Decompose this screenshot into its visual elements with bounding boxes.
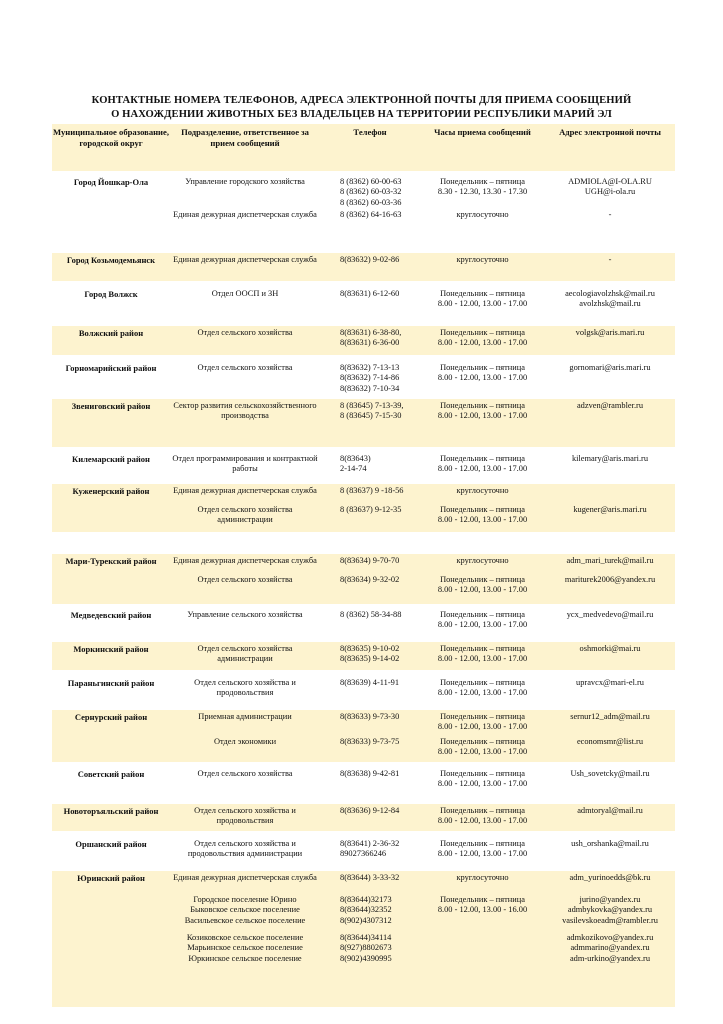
- municipality-name: Город Волжск: [84, 289, 138, 299]
- reception-hours: Понедельник – пятница 8.00 - 12.00, 13.00 - 17.00: [437, 769, 528, 789]
- municipality-name: Куженерский район: [72, 486, 150, 496]
- department-name: Управление городского хозяйства: [185, 177, 305, 186]
- phone-number: 8 (8362) 60-00-63 8 (8362) 60-03-32 8 (8362) 60-03-36: [340, 177, 402, 207]
- municipality-name: Сернурский район: [74, 712, 148, 722]
- phone-number: 8(83644)34114 8(927)8802673 8(902)4390995: [340, 933, 392, 963]
- table-row: [52, 399, 675, 447]
- department-name: Единая дежурная диспетчерская служба: [173, 486, 317, 495]
- email-address[interactable]: upravcx@mari-el.ru: [576, 678, 644, 687]
- municipality-name: Оршанский район: [75, 839, 147, 849]
- municipality-name: Горномарийский район: [65, 363, 157, 373]
- department-name: Отдел сельского хозяйства и продовольствия администрации: [187, 839, 303, 859]
- department-name: Отдел сельского хозяйства: [197, 769, 293, 778]
- department-name: Отдел сельского хозяйства администрации: [197, 644, 293, 664]
- phone-number: 8(83644)32173 8(83644)32352 8(902)4307312: [340, 895, 392, 925]
- email-address[interactable]: admtoryal@mail.ru: [577, 806, 643, 815]
- phone-number: 8(83631) 6-12-60: [340, 289, 400, 298]
- table-row: [52, 361, 675, 401]
- email-address[interactable]: -: [608, 255, 612, 264]
- reception-hours: Понедельник – пятница 8.00 - 12.00, 13.00 - 17.00: [437, 610, 528, 630]
- municipality-name: Советский район: [77, 769, 145, 779]
- department-name: Отдел ООСП и ЗН: [211, 289, 279, 298]
- table-row: [52, 642, 675, 670]
- department-name: Единая дежурная диспетчерская служба: [173, 210, 317, 219]
- department-name: Единая дежурная диспетчерская служба: [173, 556, 317, 565]
- email-address[interactable]: Ush_sovetcky@mail.ru: [570, 769, 650, 778]
- department-entry: [170, 573, 675, 596]
- email-address[interactable]: economsmr@list.ru: [576, 737, 644, 746]
- reception-hours: круглосуточно: [456, 255, 509, 264]
- phone-number: 8 (83637) 9 -18-56: [340, 486, 404, 495]
- department-entry: [170, 931, 675, 964]
- table-row: [52, 676, 675, 704]
- department-name: Отдел сельского хозяйства и продовольствия: [194, 678, 296, 698]
- table-row: [52, 804, 675, 831]
- email-address[interactable]: kilemary@aris.mari.ru: [571, 454, 649, 463]
- table-row: [52, 287, 675, 319]
- email-address[interactable]: volgsk@aris.mari.ru: [575, 328, 645, 337]
- department-name: Единая дежурная диспетчерская служба: [173, 873, 317, 882]
- department-entry: [170, 642, 675, 665]
- department-name: Отдел программирования и контрактной работы: [172, 454, 318, 474]
- reception-hours: Понедельник – пятница 8.00 - 12.00, 13.00 - 17.00: [437, 678, 528, 698]
- phone-number: 8 (8362) 64-16-63: [340, 210, 402, 219]
- reception-hours: Понедельник – пятница 8.00 - 12.00, 13.00 - 17.00: [437, 712, 528, 732]
- department-name: Козиковское сельское поселение Марьинское сельское поселение Юркинское сельское поселение: [186, 933, 304, 963]
- table-row: [52, 175, 675, 247]
- email-address[interactable]: adm_mari_turek@mail.ru: [566, 556, 654, 565]
- email-address[interactable]: mariturek2006@yandex.ru: [564, 575, 656, 584]
- reception-hours: круглосуточно: [456, 210, 509, 219]
- phone-number: 8(83644) 3-33-32: [340, 873, 400, 882]
- email-address[interactable]: gornomari@aris.mari.ru: [569, 363, 651, 372]
- department-entry: [170, 503, 675, 526]
- department-name: Отдел сельского хозяйства: [197, 363, 293, 372]
- municipality-name: Город Йошкар-Ола: [73, 177, 149, 187]
- department-entry: [170, 676, 675, 699]
- table-row: [52, 871, 675, 1007]
- reception-hours: Понедельник – пятница 8.00 - 12.00, 13.00 - 17.00: [437, 806, 528, 826]
- email-address[interactable]: admkozikovo@yandex.ru admmarino@yandex.ru adm-urkino@yandex.ru: [566, 933, 654, 963]
- municipality-name: Моркинский район: [73, 644, 149, 654]
- reception-hours: Понедельник – пятница 8.00 - 12.00, 13.00 - 17.00: [437, 289, 528, 309]
- reception-hours: круглосуточно: [456, 556, 509, 565]
- table-row: [52, 710, 675, 762]
- reception-hours: Понедельник – пятница 8.00 - 12.00, 13.00 - 17.00: [437, 644, 528, 664]
- department-name: Отдел сельского хозяйства: [197, 328, 293, 337]
- reception-hours: круглосуточно: [456, 873, 509, 882]
- department-name: Городское поселение Юрино Быковское сельское поселение Васильевское сельское поселение: [184, 895, 306, 925]
- phone-number: 8(83632) 7-13-13 8(83632) 7-14-86 8(83632) 7-10-34: [340, 363, 400, 393]
- department-entry: [170, 484, 675, 496]
- phone-number: 8(83643) 2-14-74: [340, 454, 371, 474]
- department-name: Управление сельского хозяйства: [187, 610, 303, 619]
- phone-number: 8(83636) 9-12-84: [340, 806, 400, 815]
- reception-hours: Понедельник – пятница 8.00 - 12.00, 13.00 - 17.00: [437, 454, 528, 474]
- table-row: [52, 326, 675, 355]
- municipality-name: Параньгинский район: [67, 678, 155, 688]
- contacts-table: [52, 124, 675, 1021]
- table-body: [52, 171, 675, 1021]
- municipality-name: Юринский район: [77, 873, 145, 883]
- header-hours: Часы приема сообщений: [434, 127, 531, 137]
- phone-number: 8(83632) 9-02-86: [340, 255, 400, 264]
- municipality-name: Новоторъяльский район: [63, 806, 159, 816]
- phone-number: 8(83639) 4-11-91: [340, 678, 400, 687]
- department-entry: [170, 253, 675, 265]
- email-address[interactable]: adzven@rambler.ru: [576, 401, 644, 410]
- phone-number: 8(83635) 9-10-02 8(83635) 9-14-02: [340, 644, 400, 664]
- department-entry: [170, 399, 675, 422]
- reception-hours: Понедельник – пятница 8.00 - 12.00, 13.00 - 17.00: [437, 328, 528, 348]
- municipality-name: Волжский район: [78, 328, 144, 338]
- department-entry: [170, 893, 675, 926]
- reception-hours: Понедельник – пятница 8.00 - 12.00, 13.00 - 17.00: [437, 401, 528, 421]
- table-row: [52, 837, 675, 869]
- phone-number: 8(83633) 9-73-75: [340, 737, 400, 746]
- phone-number: 8 (8362) 58-34-88: [340, 610, 402, 619]
- header-email: Адрес электронной почты: [559, 127, 661, 137]
- document-title: [0, 94, 723, 122]
- reception-hours: круглосуточно: [456, 486, 509, 495]
- department-entry: [170, 837, 675, 860]
- municipality-name: Килемарский район: [72, 454, 150, 464]
- department-name: Отдел сельского хозяйства и продовольствия: [194, 806, 296, 826]
- email-address[interactable]: [545, 484, 675, 496]
- email-address[interactable]: aecologiavolzhsk@mail.ru avolzhsk@mail.ru: [565, 289, 655, 309]
- department-entry: [170, 361, 675, 394]
- header-municipality: Муниципальное образование, городской округ: [53, 127, 169, 148]
- email-address[interactable]: jurino@yandex.ru admbykovka@yandex.ru vasilevskoeadm@rambler.ru: [562, 895, 658, 925]
- title-line-2: О НАХОЖДЕНИИ ЖИВОТНЫХ БЕЗ ВЛАДЕЛЬЦЕВ НА ТЕРРИТОРИИ РЕСПУБЛИКИ МАРИЙ ЭЛ: [111, 109, 612, 120]
- department-entry: [170, 608, 675, 631]
- phone-number: 8(83638) 9-42-81: [340, 769, 400, 778]
- department-entry: [170, 804, 675, 827]
- reception-hours: [420, 931, 545, 964]
- table-row: [52, 608, 675, 636]
- phone-number: 8 (83637) 9-12-35: [340, 505, 402, 514]
- department-entry: [170, 871, 675, 883]
- email-address[interactable]: kugener@aris.mari.ru: [573, 505, 647, 514]
- department-name: Единая дежурная диспетчерская служба: [173, 255, 317, 264]
- phone-number: 8(83634) 9-32-02: [340, 575, 400, 584]
- email-address[interactable]: ush_orshanka@mail.ru: [571, 839, 649, 848]
- department-entry: [170, 767, 675, 790]
- department-entry: [170, 710, 675, 733]
- municipality-name: Город Козьмодемьянск: [66, 255, 156, 265]
- email-address[interactable]: ycx_medvedevo@mail.ru: [566, 610, 654, 619]
- table-row: [52, 484, 675, 532]
- department-entry: [170, 208, 675, 220]
- phone-number: 8(83631) 6-38-80, 8(83631) 6-36-00: [340, 328, 402, 348]
- table-row: [52, 452, 675, 480]
- header-department: Подразделение, ответственное за прием сообщений: [181, 127, 309, 148]
- department-entry: [170, 554, 675, 566]
- reception-hours: Понедельник – пятница 8.00 - 12.00, 13.00 - 17.00: [437, 737, 528, 757]
- reception-hours: Понедельник – пятница 8.30 - 12.30, 13.30 - 17.30: [437, 177, 528, 197]
- reception-hours: Понедельник – пятница 8.00 - 12.00, 13.00 - 17.00: [437, 575, 528, 595]
- email-address[interactable]: oshmorki@mai.ru: [579, 644, 641, 653]
- phone-number: 8(83633) 9-73-30: [340, 712, 400, 721]
- table-row: [52, 253, 675, 281]
- title-line-1: КОНТАКТНЫЕ НОМЕРА ТЕЛЕФОНОВ, АДРЕСА ЭЛЕКТРОННОЙ ПОЧТЫ ДЛЯ ПРИЕМА СООБЩЕНИЙ: [91, 95, 632, 106]
- table-header-row: [52, 124, 675, 171]
- reception-hours: Понедельник – пятница 8.00 - 12.00, 13.00 - 17.00: [437, 505, 528, 525]
- email-address[interactable]: -: [608, 210, 612, 219]
- department-entry: [170, 452, 675, 475]
- email-address[interactable]: adm_yurinoedds@bk.ru: [569, 873, 651, 882]
- department-name: Сектор развития сельскохозяйственного производства: [173, 401, 317, 421]
- email-address[interactable]: sernur12_adm@mail.ru: [570, 712, 650, 721]
- table-row: [52, 767, 675, 797]
- table-row: [52, 554, 675, 604]
- phone-number: 8(83634) 9-70-70: [340, 556, 400, 565]
- reception-hours: Понедельник – пятница 8.00 - 12.00, 13.00 - 17.00: [437, 839, 528, 859]
- department-name: Отдел сельского хозяйства: [197, 575, 293, 584]
- department-entry: [170, 287, 675, 310]
- municipality-name: Мари-Турекский район: [65, 556, 157, 566]
- reception-hours: Понедельник – пятница 8.00 - 12.00, 13.00 - 17.00: [437, 363, 528, 383]
- phone-number: 8(83641) 2-36-32 89027366246: [340, 839, 400, 859]
- department-name: Приемная администрации: [198, 712, 292, 721]
- department-entry: [170, 735, 675, 758]
- municipality-name: Звениговский район: [71, 401, 151, 411]
- department-entry: [170, 326, 675, 349]
- header-phone: Телефон: [353, 127, 387, 137]
- department-name: Отдел экономики: [213, 737, 277, 746]
- department-entry: [170, 175, 675, 208]
- reception-hours: Понедельник – пятница 8.00 - 12.00, 13.00 - 16.00: [437, 895, 528, 915]
- email-address[interactable]: ADMIOLA@I-OLA.RU UGH@i-ola.ru: [568, 177, 652, 197]
- municipality-name: Медведевский район: [70, 610, 152, 620]
- phone-number: 8 (83645) 7-13-39, 8 (83645) 7-15-30: [340, 401, 404, 421]
- department-name: Отдел сельского хозяйства администрации: [197, 505, 293, 525]
